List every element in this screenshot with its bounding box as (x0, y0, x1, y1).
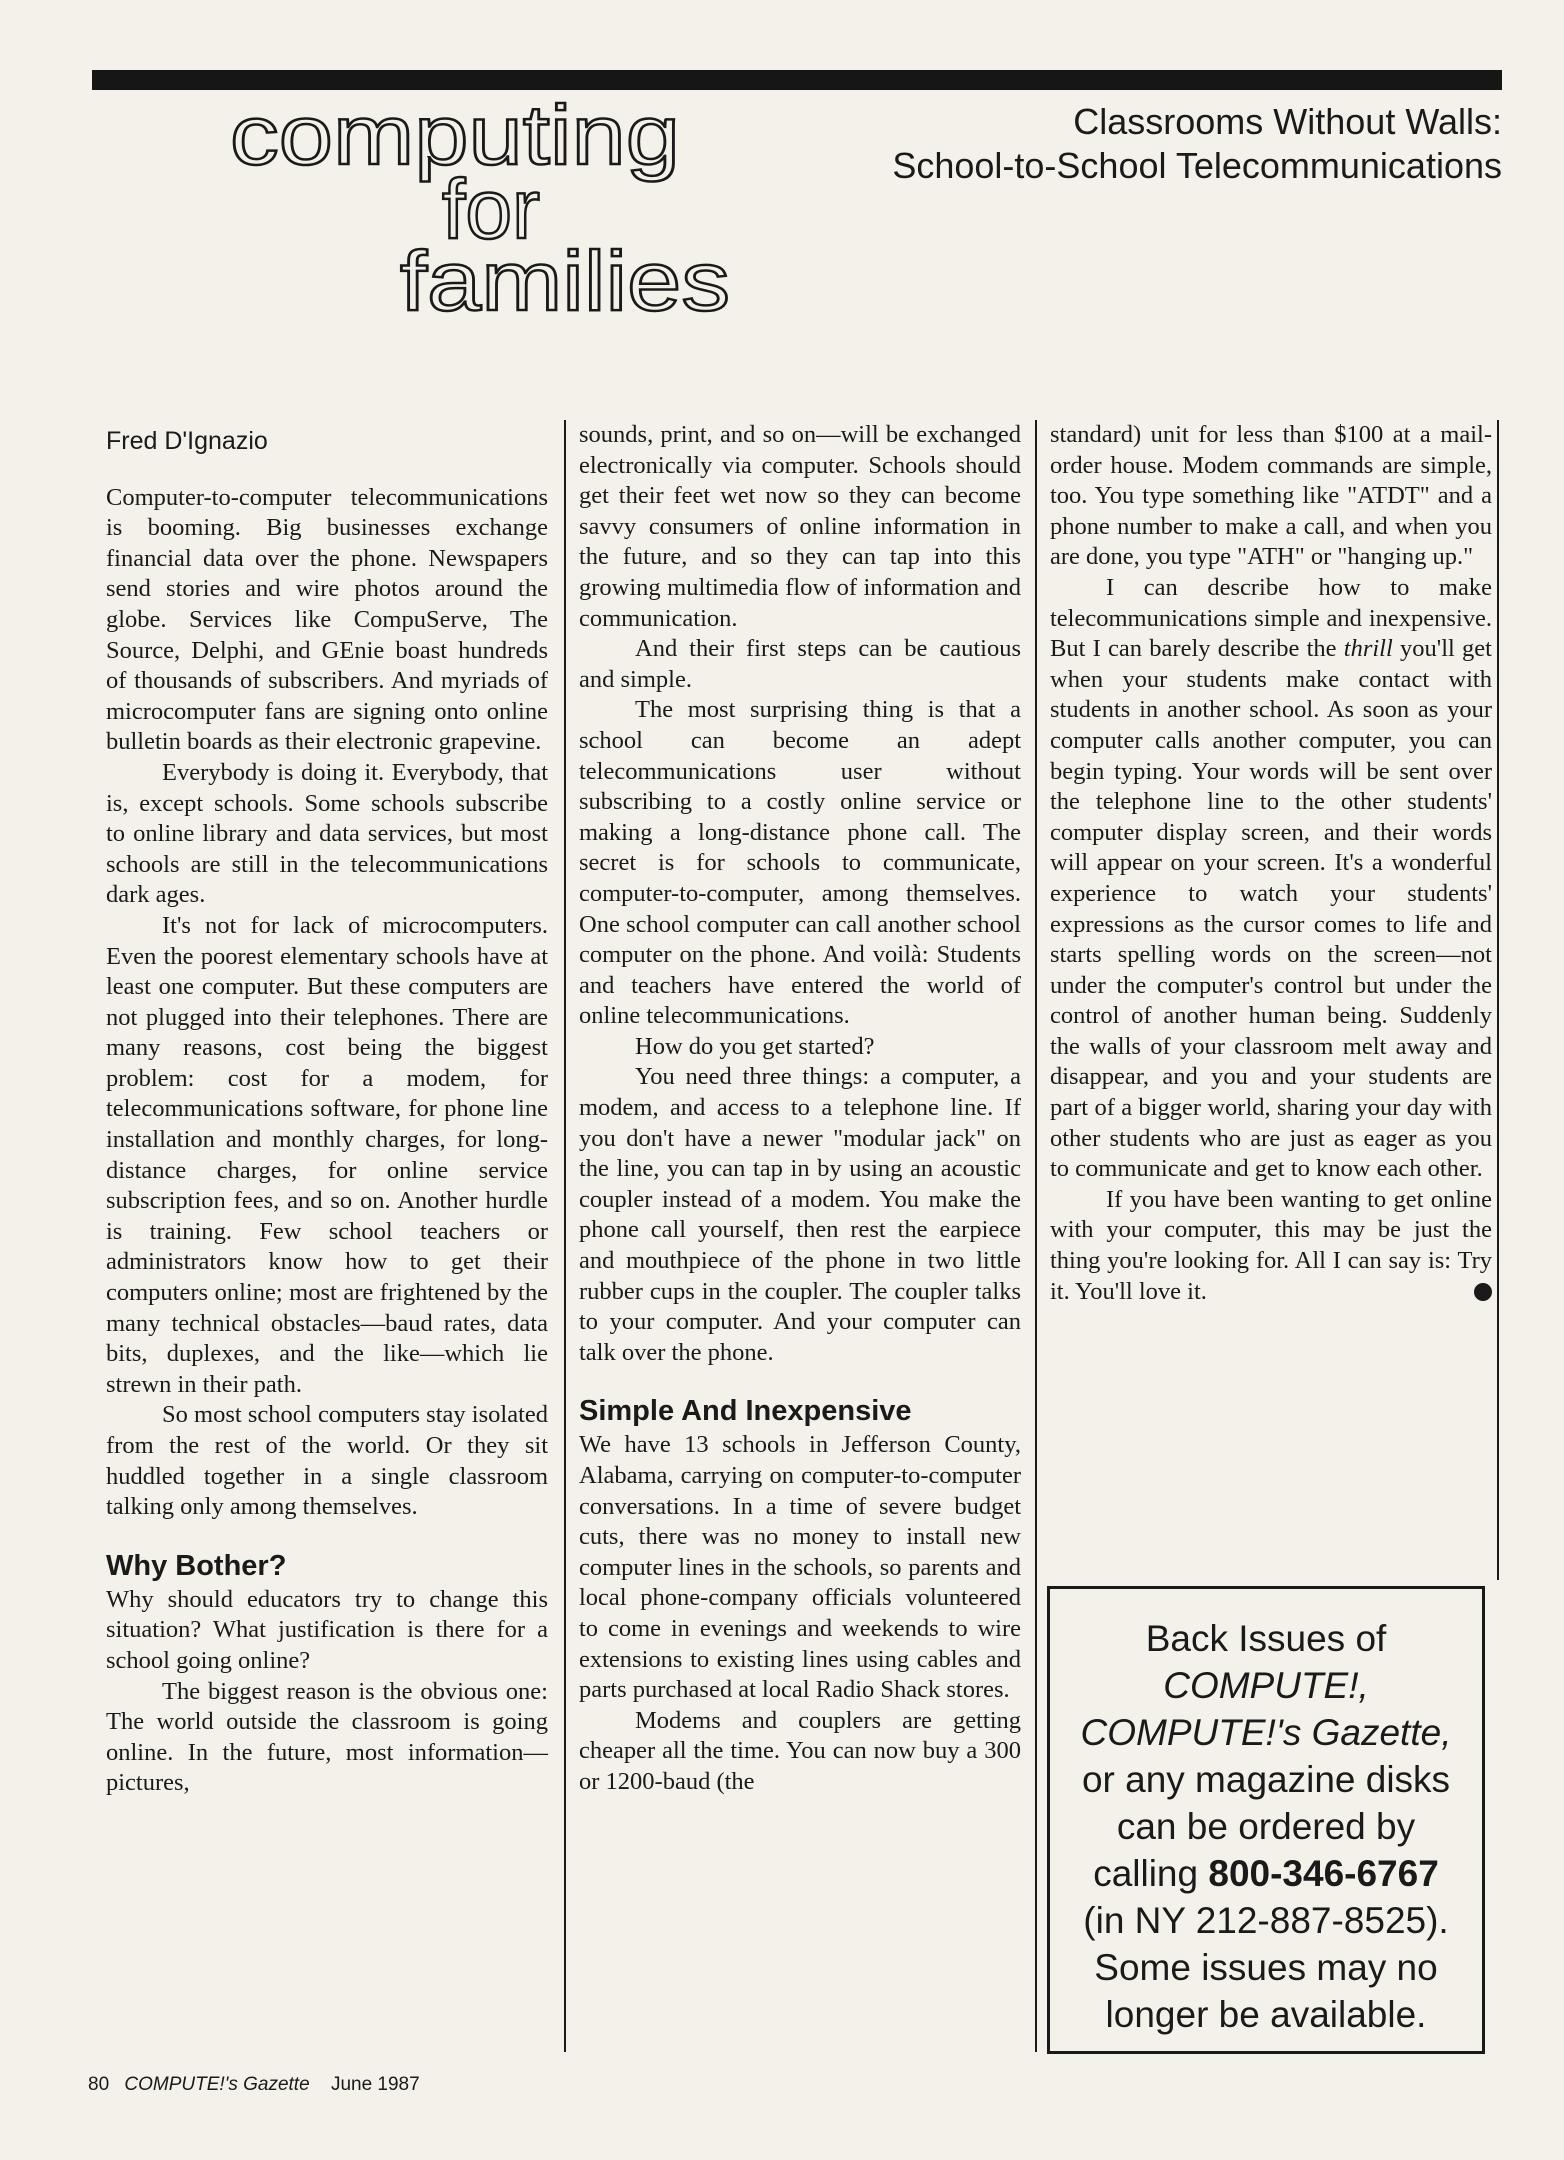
logo-line-computing: computing (230, 88, 680, 182)
paragraph: And their first steps can be cautious and simple. (579, 635, 1021, 693)
paragraph: Why should educators try to change this situation? What justification is there for a school going online? (106, 1585, 548, 1674)
ad-text: calling (1093, 1853, 1209, 1894)
paragraph: So most school computers stay isolated from the rest of the world. Or they sit huddled together in a single classroom talking only among themselves. (106, 1401, 548, 1521)
logo-line-families: families (400, 234, 730, 318)
paragraph: Modems and couplers are getting cheaper all the time. You can now buy a 300 or 1200-baud (the (579, 1706, 1021, 1795)
logo-line-for: for (442, 162, 541, 256)
column-divider-3 (1497, 420, 1499, 1580)
article-column-2 (579, 420, 1021, 1798)
emphasis-thrill: thrill (1343, 635, 1393, 663)
page-footer (88, 2074, 420, 2096)
ad-line: (in NY 212-887-8525). (1083, 1900, 1449, 1941)
byline: Fred D'Ignazio (106, 427, 268, 455)
ad-phone-number: 800-346-6767 (1208, 1853, 1439, 1894)
column-divider-1 (564, 420, 566, 2052)
paragraph: The most surprising thing is that a school can become an adept telecommunications user without subscribing to a costly online service or making a long-distance phone call. The secret is for schools to communicate, computer-to-computer, among themselves. One school computer can call another school computer on the phone. And voilà: Students and teachers have entered the world of online telecommunications. (579, 696, 1021, 1030)
ad-line: Back Issues of (1145, 1618, 1387, 1659)
ad-line: longer be available. (1105, 1994, 1427, 2035)
ad-line: COMPUTE!'s Gazette, (1080, 1712, 1452, 1753)
headline-line-1: Classrooms Without Walls: (1073, 101, 1502, 142)
subheading-why-bother: Why Bother? (106, 1549, 287, 1582)
text-run: you'll get when your students make contact with students in another school. As soon as your computer calls another computer, you can begin typing. Your words will be sent over the telephone line to the other students' computer display screen, and their words will appear on your screen. It's a wonderful experience to watch your students' expressions as the cursor comes to life and starts spelling words on the screen—not under the computer's control but under the control of another human being. Suddenly the walls of your classroom melt away and disappear, and you and your students are part of a bigger world, sharing your day with other students who are just as eager as you to communicate and get to know each other. (1050, 635, 1492, 1183)
column-logo (220, 78, 740, 318)
article-column-3 (1050, 420, 1492, 1307)
paragraph (1050, 1185, 1492, 1307)
text-run: If you have been wanting to get online with your computer, this may be just the thing you're looking for. All I can say is: Try it. You'll love it. (1050, 1185, 1492, 1305)
paragraph: standard) unit for less than $100 at a mail-order house. Modem commands are simple, too. You type something like "ATDT" and a phone number to make a call, and when you are done, you type "ATH" or "hanging up." (1050, 421, 1492, 571)
column-divider-2 (1035, 420, 1037, 2052)
paragraph: You need three things: a computer, a modem, and access to a telephone line. If you don't have a newer "modular jack" on the line, you can tap in by using an acoustic coupler instead of a modem. You make the phone call yourself, then rest the earpiece and mouthpiece of the phone in two little rubber cups in the coupler. The coupler talks to your computer. And your computer can talk over the phone. (579, 1063, 1021, 1366)
paragraph: The biggest reason is the obvious one: The world outside the classroom is going online. In the future, most information—pictures, (106, 1677, 548, 1797)
paragraph (1050, 573, 1492, 1185)
text-run: I can describe how to make telecommunications simple and inexpensive. But I can barely describe the (1050, 573, 1492, 663)
end-of-article-icon (1474, 1283, 1492, 1301)
ad-line: or any magazine disks (1081, 1759, 1451, 1800)
article-headline (742, 100, 1502, 188)
paragraph: Computer-to-computer telecommunications is booming. Big businesses exchange financial data over the phone. Newspapers send stories and wire photos around the globe. Services like CompuServe, The Source, Delphi, and GEnie boast hundreds of thousands of subscribers. And myriads of microcomputer fans are signing onto online bulletin boards as their electronic grapevine. (106, 483, 548, 756)
paragraph: How do you get started? (635, 1032, 875, 1060)
paragraph: Everybody is doing it. Everybody, that is, except schools. Some schools subscribe to online library and data services, but most schools are still in the telecommunications dark ages. (106, 758, 548, 909)
article-column-1 (106, 420, 548, 1799)
magazine-name: COMPUTE!'s Gazette (124, 2074, 310, 2095)
page-number: 80 (88, 2074, 110, 2095)
paragraph: It's not for lack of microcomputers. Even the poorest elementary schools have at least one computer. But these computers are not plugged into their telephones. There are many reasons, cost being the biggest problem: cost for a modem, for telecommunications software, for phone line installation and monthly charges, for long-distance charges, for online service subscription fees, and so on. Another hurdle is training. Few school teachers or administrators know how to get their computers online; most are frightened by the many technical obstacles—baud rates, data bits, duplexes, and the like—which lie strewn in their path. (106, 911, 548, 1398)
issue-date: June 1987 (330, 2074, 420, 2095)
paragraph: sounds, print, and so on—will be exchanged electronically via computer. Schools should get their feet wet now so they can become savvy consumers of online information in the future, and so they can tap into this growing multimedia flow of information and communication. (579, 421, 1021, 632)
subheading-simple-and-inexpensive: Simple And Inexpensive (579, 1395, 912, 1428)
ad-line: COMPUTE!, (1163, 1665, 1369, 1706)
ad-line (1050, 1850, 1482, 1897)
paragraph: We have 13 schools in Jefferson County, Alabama, carrying on computer-to-computer conversations. In a time of severe budget cuts, there was no money to install new computer lines in the schools, so parents and local phone-company officials volunteered to come in evenings and weekends to wire extensions to existing lines using cables and parts purchased at local Radio Shack stores. (579, 1431, 1021, 1704)
ad-line: Some issues may no (1094, 1947, 1438, 1988)
ad-line: can be ordered by (1116, 1806, 1416, 1847)
headline-line-2: School-to-School Telecommunications (892, 145, 1502, 186)
back-issues-ad (1047, 1586, 1485, 2054)
